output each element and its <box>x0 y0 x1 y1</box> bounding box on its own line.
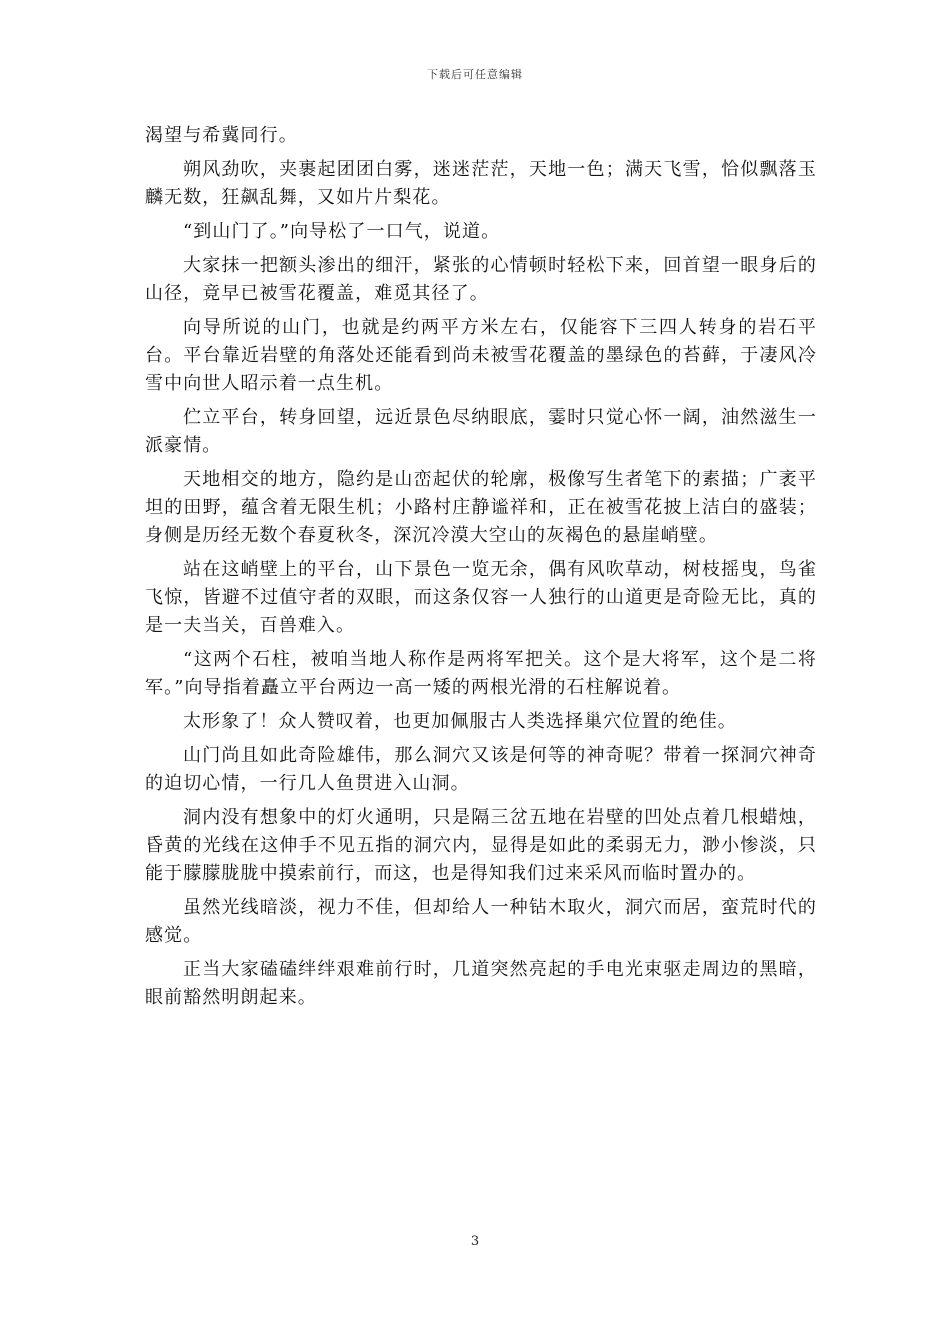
paragraph: 伫立平台，转身回望，远近景色尽纳眼底，霎时只觉心怀一阔，油然滋生一派豪情。 <box>145 407 817 456</box>
body-text <box>145 122 817 1018</box>
page-number: 3 <box>470 1234 480 1249</box>
paragraph: 山门尚且如此奇险雄伟，那么洞穴又该是何等的神奇呢？带着一探洞穴神奇的迫切心情，一行几人鱼贯进入山洞。 <box>145 745 817 794</box>
paragraph: 太形象了！众人赞叹着，也更加佩服古人类选择巢穴位置的绝佳。 <box>183 711 737 732</box>
paragraph: “这两个石柱，被咱当地人称作是两将军把关。这个是大将军，这个是二将军。”向导指着矗立平台两边一高一矮的两根光滑的石柱解说着。 <box>145 649 817 698</box>
page-header: 下载后可任意编辑 <box>427 68 523 81</box>
paragraph: “到山门了。”向导松了一口气，说道。 <box>183 221 501 242</box>
paragraph: 大家抹一把额头渗出的细汗，紧张的心情顿时轻松下来，回首望一眼身后的山径，竟早已被雪花覆盖，难觅其径了。 <box>145 255 817 304</box>
paragraph-continuation: 渴望与希冀同行。 <box>145 125 298 146</box>
paragraph: 站在这峭壁上的平台，山下景色一览无余，偶有风吹草动，树枝摇曳，鸟雀飞惊，皆避不过值守者的双眼，而这条仅容一人独行的山道更是奇险无比，真的是一夫当关，百兽难入。 <box>145 559 817 636</box>
paragraph: 向导所说的山门，也就是约两平方米左右，仅能容下三四人转身的岩石平台。平台靠近岩壁的角落处还能看到尚未被雪花覆盖的墨绿色的苔藓，于凄风冷雪中向世人昭示着一点生机。 <box>145 317 817 394</box>
paragraph: 正当大家磕磕绊绊艰难前行时，几道突然亮起的手电光束驱走周边的黑暗，眼前豁然明朗起来。 <box>145 959 817 1008</box>
paragraph: 天地相交的地方，隐约是山峦起伏的轮廓，极像写生者笔下的素描；广袤平坦的田野，蕴含着无限生机；小路村庄静谧祥和，正在被雪花披上洁白的盛装；身侧是历经无数个春夏秋冬，深沉冷漠大空山的灰褐色的悬崖峭壁。 <box>145 469 817 546</box>
paragraph: 朔风劲吹，夹裹起团团白雾，迷迷茫茫，天地一色；满天飞雪，恰似飘落玉麟无数，狂飙乱舞，又如片片梨花。 <box>145 159 817 208</box>
paragraph: 洞内没有想象中的灯火通明，只是隔三岔五地在岩壁的凹处点着几根蜡烛，昏黄的光线在这伸手不见五指的洞穴内，显得是如此的柔弱无力，渺小惨淡，只能于朦朦胧胧中摸索前行，而这，也是得知我们过来采风而临时置办的。 <box>145 807 817 884</box>
paragraph: 虽然光线暗淡，视力不佳，但却给人一种钻木取火，洞穴而居，蛮荒时代的感觉。 <box>145 897 817 946</box>
